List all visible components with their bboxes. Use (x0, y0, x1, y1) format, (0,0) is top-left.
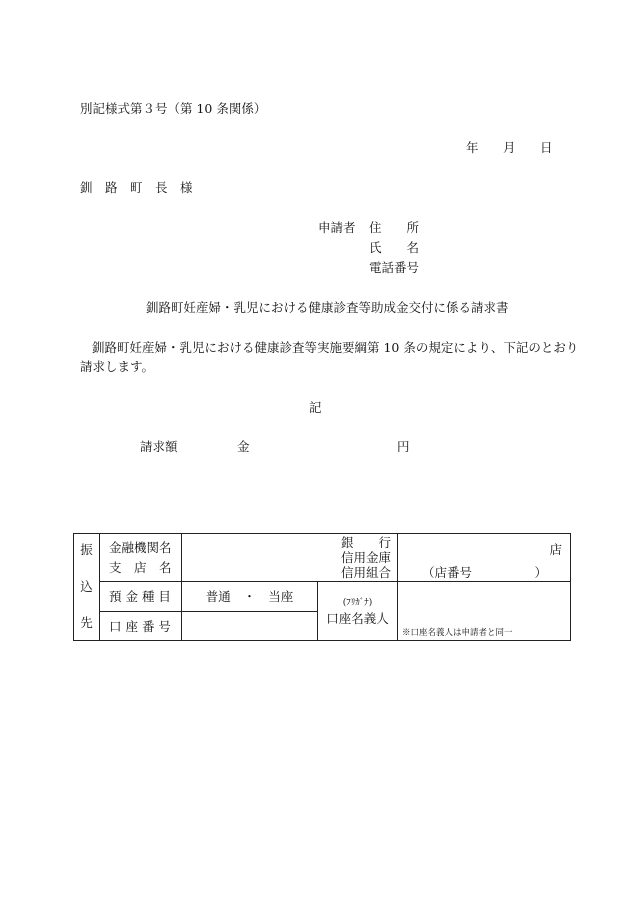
account-holder-note: ※口座名義人は申請者と同一 (402, 628, 513, 638)
branch-number: （店番号 ） (422, 565, 548, 580)
furigana-label: (ﾌﾘｶﾞﾅ) (342, 598, 373, 608)
date-month: 月 (503, 140, 516, 155)
ki-heading: 記 (309, 400, 322, 415)
branch-name-field[interactable] (398, 534, 571, 582)
account-holder-field[interactable] (398, 582, 571, 641)
addressee: 釧 路 町 長 様 (80, 180, 193, 195)
amount-label: 請求額 (140, 439, 178, 454)
account-number-field[interactable] (182, 611, 318, 641)
applicant-address-label: 住 所 (369, 220, 420, 235)
branch-name-label: 支 店 名 (109, 559, 172, 575)
side-label-char-2: 込 (80, 578, 93, 594)
applicant-name-label: 氏 名 (369, 240, 420, 255)
side-label-char-1: 振 (80, 542, 93, 558)
bank-name-label: 金融機関名 (109, 539, 172, 555)
bank-type-shinkumi: 信用組合 (341, 565, 392, 580)
date-day: 日 (540, 140, 553, 155)
account-holder-label: 口座名義人 (326, 611, 389, 626)
amount-kin: 金 (237, 439, 250, 454)
bank-branch-label-cell (100, 534, 182, 582)
document-title: 釧路町妊産婦・乳児における健康診査等助成金交付に係る請求書 (146, 300, 509, 315)
bank-type-shinkin: 信用金庫 (341, 550, 392, 565)
amount-yen: 円 (397, 439, 410, 454)
applicant-phone-label: 電話番号 (369, 260, 420, 275)
body-text-line1: 釧路町妊産婦・乳児における健康診査等実施要綱第 10 条の規定により、下記のとおり (92, 340, 579, 355)
branch-suffix: 店 (549, 542, 563, 557)
bank-type-bank: 銀 行 (341, 535, 392, 550)
account-number-label: 口 座 番 号 (100, 611, 182, 641)
bank-transfer-table (73, 533, 571, 641)
account-holder-label-cell (318, 582, 398, 641)
date-year: 年 (466, 140, 479, 155)
deposit-type-label: 預 金 種 目 (100, 582, 182, 612)
form-number: 別記様式第３号（第 10 条関係） (80, 101, 267, 116)
applicant-label: 申請者 (318, 220, 356, 235)
transfer-destination-label (74, 534, 100, 641)
bank-name-field[interactable] (182, 534, 398, 582)
side-label-char-3: 先 (80, 615, 93, 631)
body-text-line2: 請求します。 (80, 359, 155, 374)
deposit-type-field[interactable]: 普通 ・ 当座 (182, 582, 318, 612)
